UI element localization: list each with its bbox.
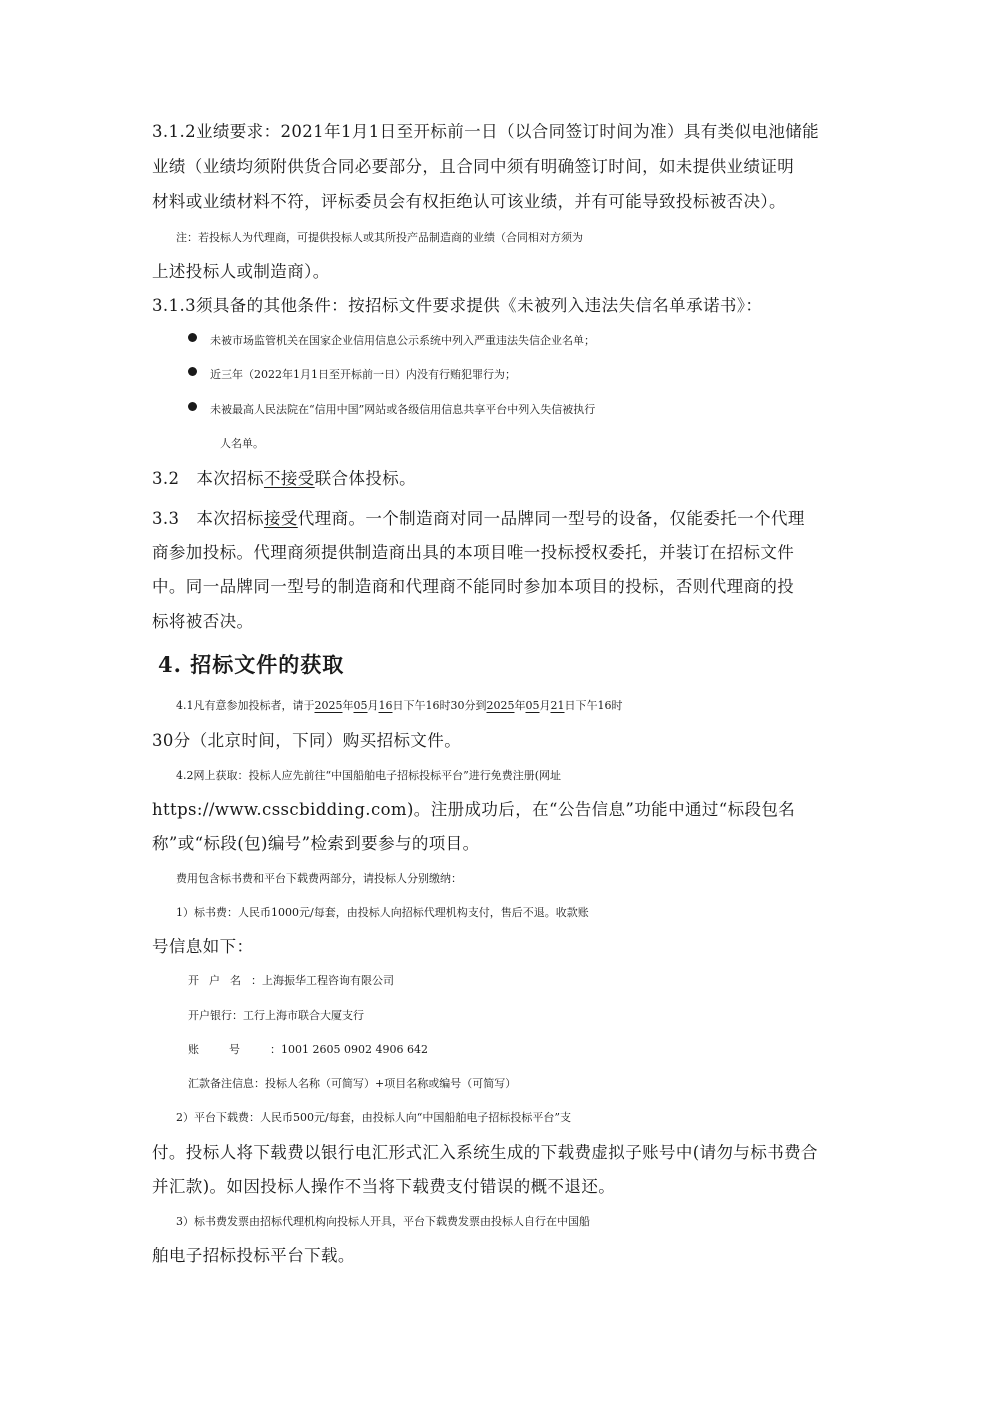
s42-line2: https://www.csscbidding.com)。注册成功后，在“公告信息”功能中通过“标段包名: [152, 800, 796, 819]
s312-note-line2: 上述投标人或制造商）。: [152, 262, 330, 281]
s33-line2: 商参加投标。代理商须提供制造商出具的本项目唯一投标授权委托，并装订在招标文件: [152, 543, 795, 562]
s33-line3: 中。同一品牌同一型号的制造商和代理商不能同时参加本项目的投标，否则代理商的投: [152, 577, 795, 596]
s32-post: 联合体投标。: [314, 469, 417, 488]
s41-year2: 2025: [486, 699, 515, 712]
s33-line4: 标将被否决。: [152, 612, 254, 631]
bullet-item-3-cont: 人名单。: [220, 437, 264, 450]
s41-line2: 30分（北京时间，下同）购买招标文件。: [152, 731, 462, 750]
s41-f: 年: [514, 699, 526, 712]
account-number-label: 账号: [188, 1043, 270, 1056]
s41-year1: 2025: [314, 699, 343, 712]
s41-h: 日下午16时: [564, 699, 623, 712]
fee3-line1: 3）标书费发票由招标代理机构向投标人开具，平台下载费发票由投标人自行在中国船: [176, 1215, 590, 1228]
account-name-label: 开户名: [188, 974, 251, 987]
bullet-item-1: [188, 331, 888, 351]
s32-line: [152, 469, 852, 489]
bullet-icon: [188, 402, 197, 411]
account-number-value: ：1001 2605 0902 4906 642: [270, 1043, 428, 1056]
fees-intro: 费用包含标书费和平台下载费两部分，请投标人分别缴纳：: [176, 872, 462, 885]
s41-day2: 21: [550, 699, 565, 712]
s313-line1: 3.1.3须具备的其他条件：按招标文件要求提供《未被列入违法失信名单承诺书》：: [152, 296, 763, 315]
section-heading-4: 4. 招标文件的获取: [158, 652, 345, 677]
s41-month2: 05: [525, 699, 540, 712]
bullet-icon: [188, 367, 197, 376]
bullet-text: 近三年（2022年1月1日至开标前一日）内没有行贿犯罪行为；: [210, 368, 516, 381]
s42-line3: 称”或“标段(包)编号”检索到要参与的项目。: [152, 834, 480, 853]
s312-line1: 3.1.2业绩要求：2021年1月1日至开标前一日（以合同签订时间为准）具有类似电池储能: [152, 122, 820, 141]
fee2-line3: 并汇款)。如因投标人操作不当将下载费支付错误的概不退还。: [152, 1177, 616, 1196]
s41-a: 4.1凡有意参加投标者，请于: [176, 699, 315, 712]
s41-month1: 05: [353, 699, 368, 712]
bank-value: ：工行上海市联合大厦支行: [232, 1009, 364, 1022]
bank-label: 开户银行: [188, 1009, 232, 1022]
remittance-remark: 汇款备注信息：投标人名称（可简写）+项目名称或编号（可简写）: [188, 1077, 517, 1090]
fee2-line1: 2）平台下载费：人民币500元/每套，由投标人向“中国船舶电子招标投标平台”支: [176, 1111, 571, 1124]
s41-e: 日下午16时30分到: [392, 699, 487, 712]
s41-line1: [176, 696, 876, 716]
fee1-line1: 1）标书费：人民币1000元/每套，由投标人向招标代理机构支付，售后不退。收款账: [176, 906, 589, 919]
s33-pre: 3.3 本次招标: [152, 509, 264, 528]
fee2-line2: 付。投标人将下载费以银行电汇形式汇入系统生成的下载费虚拟子账号中(请勿与标书费合: [152, 1143, 818, 1162]
s312-line2: 业绩（业绩均须附供货合同必要部分，且合同中须有明确签订时间，如未提供业绩证明: [152, 157, 795, 176]
s32-underlined: 不接受: [263, 469, 315, 488]
s33-post: 代理商。一个制造商对同一品牌同一型号的设备，仅能委托一个代理: [297, 509, 805, 528]
account-name-value: ：上海振华工程咨询有限公司: [251, 974, 394, 987]
s33-underlined: 接受: [263, 509, 298, 528]
fee1-line2: 号信息如下：: [152, 937, 254, 956]
bank-row: [188, 1006, 888, 1026]
fee3-line2: 舶电子招标投标平台下载。: [152, 1246, 355, 1265]
bullet-text: 未被市场监管机关在国家企业信用信息公示系统中列入严重违法失信企业名单；: [210, 334, 595, 347]
s312-line3: 材料或业绩材料不符，评标委员会有权拒绝认可该业绩，并有可能导致投标被否决）。: [152, 192, 786, 211]
account-name-row: [188, 971, 888, 991]
s41-c: 月: [367, 699, 379, 712]
s42-line1: 4.2网上获取：投标人应先前往“中国船舶电子招标投标平台”进行免费注册(网址: [176, 769, 562, 782]
bullet-icon: [188, 333, 197, 342]
s41-g: 月: [539, 699, 551, 712]
s41-day1: 16: [378, 699, 393, 712]
s32-pre: 3.2 本次招标: [152, 469, 264, 488]
bullet-item-2: [188, 365, 888, 385]
s41-b: 年: [342, 699, 354, 712]
bullet-text: 未被最高人民法院在“信用中国”网站或各级信用信息共享平台中列入失信被执行: [210, 403, 596, 416]
s33-line1: [152, 509, 852, 529]
account-number-row: [188, 1040, 888, 1060]
s312-note-line1: 注：若投标人为代理商，可提供投标人或其所投产品制造商的业绩（合同相对方须为: [176, 231, 583, 244]
bullet-item-3: [188, 400, 888, 420]
